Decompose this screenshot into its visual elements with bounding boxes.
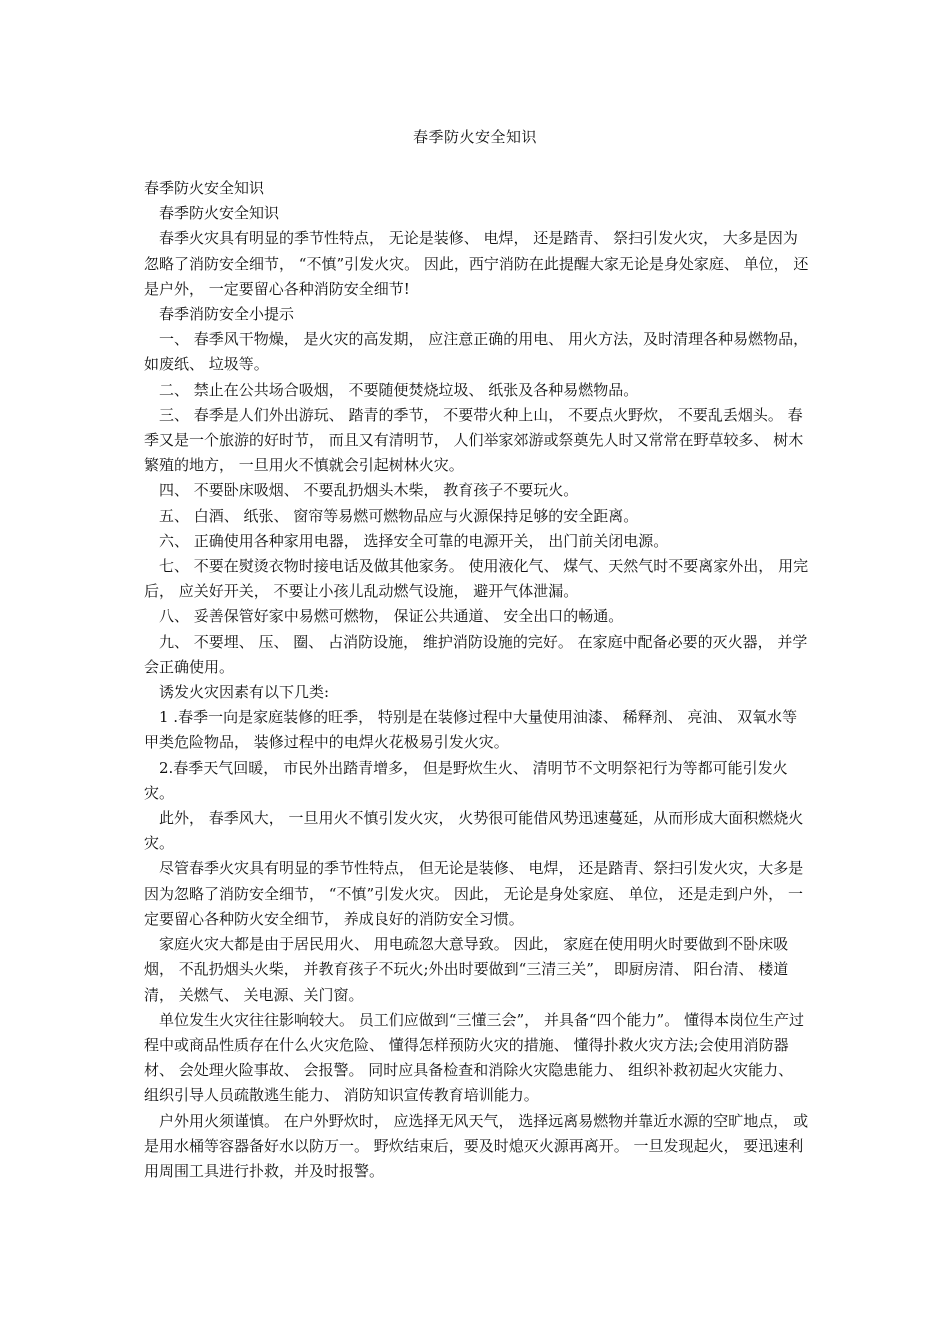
paragraph-summary: 尽管春季火灾具有明显的季节性特点， 但无论是装修、 电焊， 还是踏青、祭扫引发火灾，大多是因为忽略了消防安全细节， “不慎”引发火灾。 因此， 无论是身处家庭、 单位， 还是走到户外， 一定要留心各种防火安全细节， 养成良好的消防安全习惯。 bbox=[144, 859, 804, 928]
tip-5: 五、 白酒、 纸张、 窗帘等易燃可燃物品应与火源保持足够的安全距离。 bbox=[159, 506, 639, 525]
intro-paragraph: 春季火灾具有明显的季节性特点， 无论是装修、 电焊， 还是踏青、 祭扫引发火灾， 大多是因为忽略了消防安全细节， “不慎”引发火灾。 因此，西宁消防在此提醒大家无论是身处家庭、 单位， 还是户外， 一定要留心各种消防安全细节! bbox=[144, 229, 809, 298]
causes-heading: 诱发火灾因素有以下几类: bbox=[159, 683, 330, 702]
tip-9: 九、 不要埋、 压、 圈、 占消防设施， 维护消防设施的完好。 在家庭中配备必要的灭火器， 并学会正确使用。 bbox=[144, 632, 808, 676]
cause-2: 2.春季天气回暖， 市民外出踏青增多， 但是野炊生火、 清明节不文明祭祀行为等都可能引发火灾。 bbox=[144, 758, 788, 802]
tip-2: 二、 禁止在公共场合吸烟， 不要随便焚烧垃圾、 纸张及各种易燃物品。 bbox=[159, 380, 639, 399]
tips-heading: 春季消防安全小提示 bbox=[159, 305, 295, 324]
tip-8: 八、 妥善保管好家中易燃可燃物， 保证公共通道、 安全出口的畅通。 bbox=[159, 607, 624, 626]
paragraph-home: 家庭火灾大都是由于居民用火、 用电疏忽大意导致。 因此， 家庭在使用明火时要做到不卧床吸烟， 不乱扔烟头火柴， 并教育孩子不玩火;外出时要做到“三清三关”， 即厨房清、 阳台清、 楼道清， 关燃气、 关电源、关门窗。 bbox=[144, 935, 789, 1004]
tip-4: 四、 不要卧床吸烟、 不要乱扔烟头木柴， 教育孩子不要玩火。 bbox=[159, 481, 579, 500]
subheading: 春季防火安全知识 bbox=[159, 204, 280, 223]
cause-1: 1 .春季一向是家庭装修的旺季， 特别是在装修过程中大量使用油漆、 稀释剂、 亮油、 双氧水等甲类危险物品， 装修过程中的电焊火花极易引发火灾。 bbox=[144, 708, 798, 752]
paragraph-outdoor: 户外用火须谨慎。 在户外野炊时， 应选择无风天气， 选择远离易燃物并靠近水源的空旷地点， 或是用水桶等容器备好水以防万一。 野炊结束后，要及时熄灭火源再离开。 一旦发现起火， 要迅速利用周围工具进行扑救，并及时报警。 bbox=[144, 1111, 809, 1180]
tip-6: 六、 正确使用各种家用电器， 选择安全可靠的电源开关， 出门前关闭电源。 bbox=[159, 531, 669, 550]
paragraph-wind: 此外， 春季风大， 一旦用火不慎引发火灾， 火势很可能借风势迅速蔓延，从而形成大面积燃烧火灾。 bbox=[144, 809, 804, 853]
document-title: 春季防火安全知识 bbox=[412, 128, 537, 146]
section-heading: 春季防火安全知识 bbox=[144, 179, 265, 197]
tip-3: 三、 春季是人们外出游玩、 踏青的季节， 不要带火种上山， 不要点火野炊， 不要乱丢烟头。 春季又是一个旅游的好时节， 而且又有清明节， 人们举家郊游或祭奠先人时又常常在野草较多、 树木繁殖的地方， 一旦用火不慎就会引起树林火灾。 bbox=[144, 405, 804, 475]
document-body bbox=[144, 176, 812, 1184]
tip-1: 一、 春季风干物燥， 是火灾的高发期， 应注意正确的用电、 用火方法，及时清理各种易燃物品， 如废纸、 垃圾等。 bbox=[144, 330, 809, 374]
paragraph-workplace: 单位发生火灾往往影响较大。 员工们应做到“三懂三会”， 并具备“四个能力”。 懂得本岗位生产过程中或商品性质存在什么火灾危险、 懂得怎样预防火灾的措施、 懂得扑救火灾方法;会使用消防器材、 会处理火险事故、 会报警。 同时应具备检查和消除火灾隐患能力、 组织补救初起火灾能力、 组织引导人员疏散逃生能力、 消防知识宣传教育培训能力。 bbox=[144, 1010, 804, 1105]
tip-7: 七、 不要在熨烫衣物时接电话及做其他家务。 使用液化气、 煤气、天然气时不要离家外出， 用完后， 应关好开关， 不要让小孩儿乱动燃气设施， 避开气体泄漏。 bbox=[144, 557, 809, 601]
